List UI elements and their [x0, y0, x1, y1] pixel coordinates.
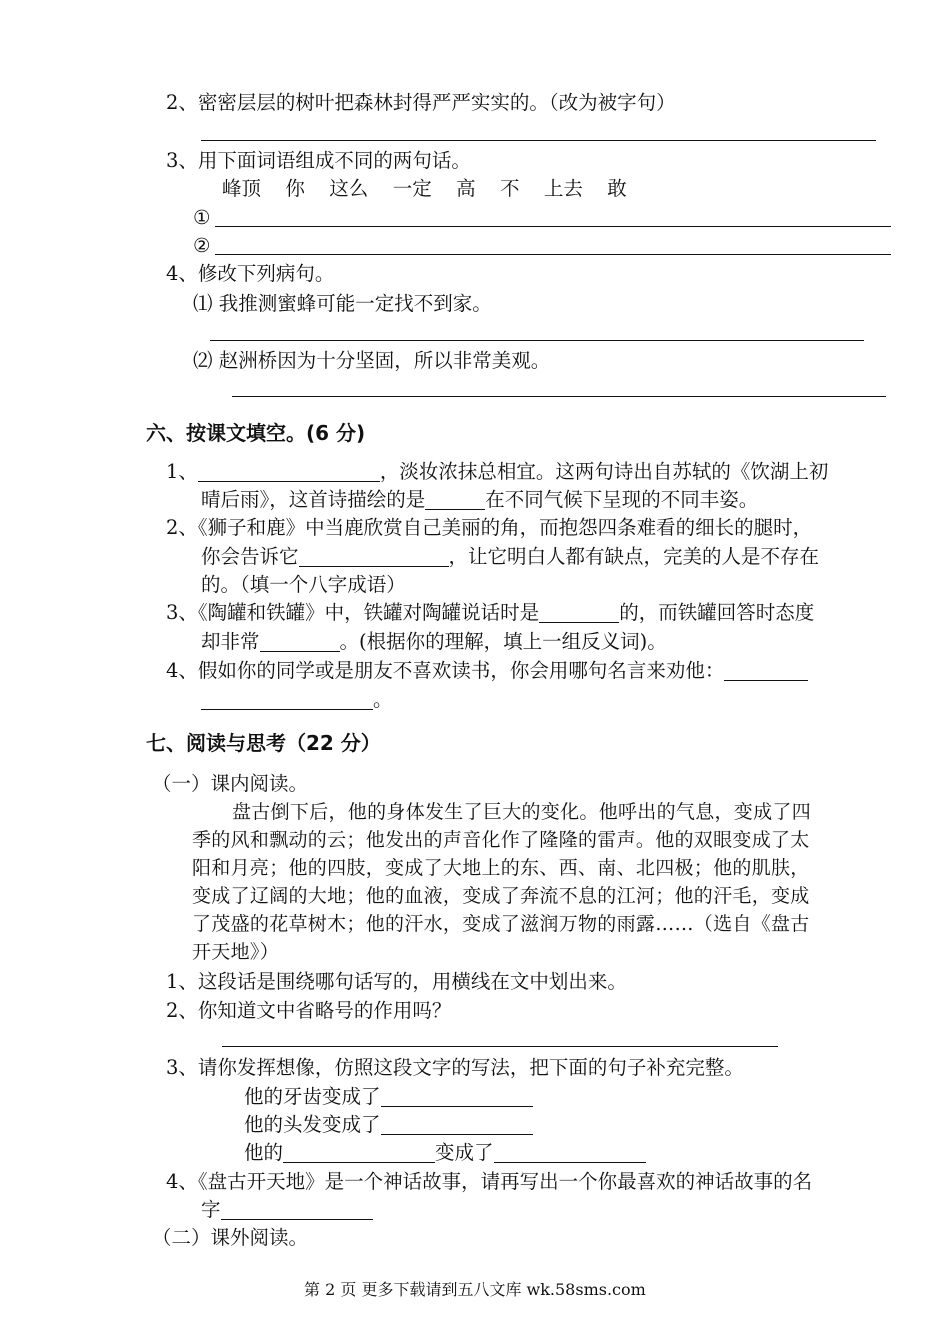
s6-q2-text-b1: 你会告诉它 — [201, 545, 299, 568]
s6-q4-blank-1[interactable] — [724, 660, 808, 681]
s6-q1-text-b1: 晴后雨》，这首诗描绘的是 — [201, 488, 426, 511]
s5-q3-text: 用下面词语组成不同的两句话。 — [197, 149, 471, 172]
s5-q3-mark-2: ② — [193, 234, 211, 257]
s6-q2-line3: 的。（填一个八字成语） — [201, 573, 406, 596]
s6-q3-num: 3、 — [166, 601, 198, 624]
s7-q1-num: 1、 — [166, 970, 198, 993]
s6-q4-num: 4、 — [166, 659, 198, 682]
s6-q3-blank-2[interactable] — [260, 631, 340, 652]
s6-q2-line1 — [166, 516, 812, 540]
s7-q4-num: 4、 — [166, 1170, 198, 1193]
s7-q2-text: 你知道文中省略号的作用吗？ — [197, 999, 452, 1022]
s7-q3 — [166, 1056, 744, 1080]
s7-q4-text-b: 字 — [201, 1198, 221, 1221]
passage-line-3: 阳和月亮；他的四肢，变成了大地上的东、西、南、北四极；他的肌肤， — [192, 857, 810, 879]
s5-q4-sentence-2: ⑵ 赵洲桥因为十分坚固，所以非常美观。 — [193, 349, 551, 372]
passage-line-4: 变成了辽阔的大地；他的血液，变成了奔流不息的江河；他的汗毛，变成 — [192, 885, 810, 907]
s7-q3-line-1 — [244, 1085, 533, 1109]
s5-q3-words: 峰顶 你 这么 一定 高 不 上去 敢 — [222, 177, 627, 200]
s5-q3-answer-line-2 — [215, 254, 891, 255]
s6-q3-line1 — [166, 601, 814, 625]
s7-q1 — [166, 970, 627, 994]
s7-q4-line2 — [201, 1198, 373, 1222]
s5-q3-answer-line-1 — [215, 226, 891, 227]
s6-q1-text-a: ，淡妆浓抹总相宜。这两句诗出自苏轼的《饮湖上初 — [379, 460, 829, 483]
s7-q3-blank-3[interactable] — [283, 1142, 435, 1163]
s7-q3-blank-2[interactable] — [381, 1114, 533, 1135]
s5-q4-answer-line-2 — [232, 396, 886, 397]
s5-q4-num: 4、 — [166, 262, 198, 285]
s6-q2-num: 2、 — [166, 516, 198, 539]
s7-q4-blank[interactable] — [221, 1199, 373, 1220]
s7-q3-l3a-text: 他的 — [244, 1141, 284, 1164]
s6-q2-text-a: 《狮子和鹿》中当鹿欣赏自己美丽的角，而抱怨四条难看的细长的腿时， — [197, 516, 813, 539]
s5-q2 — [166, 91, 676, 115]
s6-q3-blank-1[interactable] — [539, 602, 619, 623]
s7-q2-answer-line — [222, 1046, 778, 1047]
s5-q3-mark-1: ① — [193, 206, 211, 229]
s7-q3-text: 请你发挥想像，仿照这段文字的写法，把下面的句子补充完整。 — [197, 1056, 744, 1079]
s5-q4-answer-line-1 — [210, 340, 864, 341]
passage-line-5: 了茂盛的花草树木；他的汗水，变成了滋润万物的雨露……（选自《盘古 — [192, 913, 810, 935]
s7-q4-line1 — [166, 1170, 812, 1194]
s7-title: 七、阅读与思考（22 分） — [146, 731, 381, 755]
passage-line-1: 盘古倒下后，他的身体发生了巨大的变化。他呼出的气息，变成了四 — [232, 801, 812, 823]
s7-q4-text-a: 《盘古开天地》是一个神话故事，请再写出一个你最喜欢的神话故事的名 — [197, 1170, 813, 1193]
s5-q3-num: 3、 — [166, 149, 198, 172]
s6-q1-line1 — [166, 460, 828, 484]
s6-q2-text-b2: ，让它明白人都有缺点，完美的人是不存在 — [448, 545, 820, 568]
s6-q4-blank-2[interactable] — [201, 689, 373, 710]
s7-q3-blank-4[interactable] — [494, 1142, 646, 1163]
s5-q4-sentence-1: ⑴ 我推测蜜蜂可能一定找不到家。 — [193, 292, 492, 315]
s6-q4-line2 — [201, 688, 393, 712]
passage-line-2: 季的风和飘动的云；他发出的声音化作了隆隆的雷声。他的双眼变成了太 — [192, 829, 810, 851]
s7-q3-blank-1[interactable] — [381, 1086, 533, 1107]
s5-q2-num: 2、 — [166, 91, 198, 114]
s7-q3-line-2 — [244, 1113, 533, 1137]
s5-q3 — [166, 149, 471, 173]
s6-q3-text-a1: 《陶罐和铁罐》中，铁罐对陶罐说话时是 — [197, 601, 540, 624]
s6-q1-text-b2: 在不同气候下呈现的不同丰姿。 — [485, 488, 759, 511]
s7-q3-l3b-text: 变成了 — [435, 1141, 494, 1164]
s7-q3-l2-text: 他的头发变成了 — [244, 1113, 381, 1136]
s6-q3-text-a2: 的，而铁罐回答时态度 — [619, 601, 815, 624]
s5-q2-text: 密密层层的树叶把森林封得严严实实的。（改为被字句） — [197, 91, 676, 114]
passage-line-6: 开天地》） — [192, 941, 280, 963]
s6-q3-text-b1: 却非常 — [201, 630, 260, 653]
s6-q2-blank[interactable] — [299, 546, 449, 567]
s7-q3-l1-text: 他的牙齿变成了 — [244, 1085, 381, 1108]
s6-q3-text-b2: 。(根据你的理解，填上一组反义词)。 — [339, 630, 667, 653]
s6-q4-text-a: 假如你的同学或是朋友不喜欢读书，你会用哪句名言来劝他： — [197, 659, 725, 682]
s7-q1-text: 这段话是围绕哪句话写的，用横线在文中划出来。 — [197, 970, 627, 993]
s6-q4-line1 — [166, 659, 808, 683]
s7-q3-line-3 — [244, 1141, 646, 1165]
s7-part2-label: （二）课外阅读。 — [152, 1226, 309, 1249]
s7-part1-label: （一）课内阅读。 — [152, 772, 309, 795]
s6-q1-blank-1[interactable] — [198, 461, 380, 482]
s6-q1-blank-2[interactable] — [425, 489, 485, 510]
s6-q1-num: 1、 — [166, 460, 198, 483]
s6-q4-text-b: 。 — [373, 688, 393, 711]
s5-q2-answer-line — [201, 140, 876, 141]
page-footer: 第 2 页 更多下载请到五八文库 wk.58sms.com — [304, 1280, 646, 1299]
s5-q4-text: 修改下列病句。 — [197, 262, 335, 285]
s7-q2 — [166, 999, 451, 1023]
s7-q2-num: 2、 — [166, 999, 198, 1022]
s6-q1-line2 — [201, 488, 758, 512]
s7-q3-num: 3、 — [166, 1056, 198, 1079]
s6-title: 六、按课文填空。(6 分) — [146, 421, 366, 445]
s5-q4 — [166, 262, 334, 286]
s6-q3-line2 — [201, 630, 667, 654]
s6-q2-line2 — [201, 545, 819, 569]
